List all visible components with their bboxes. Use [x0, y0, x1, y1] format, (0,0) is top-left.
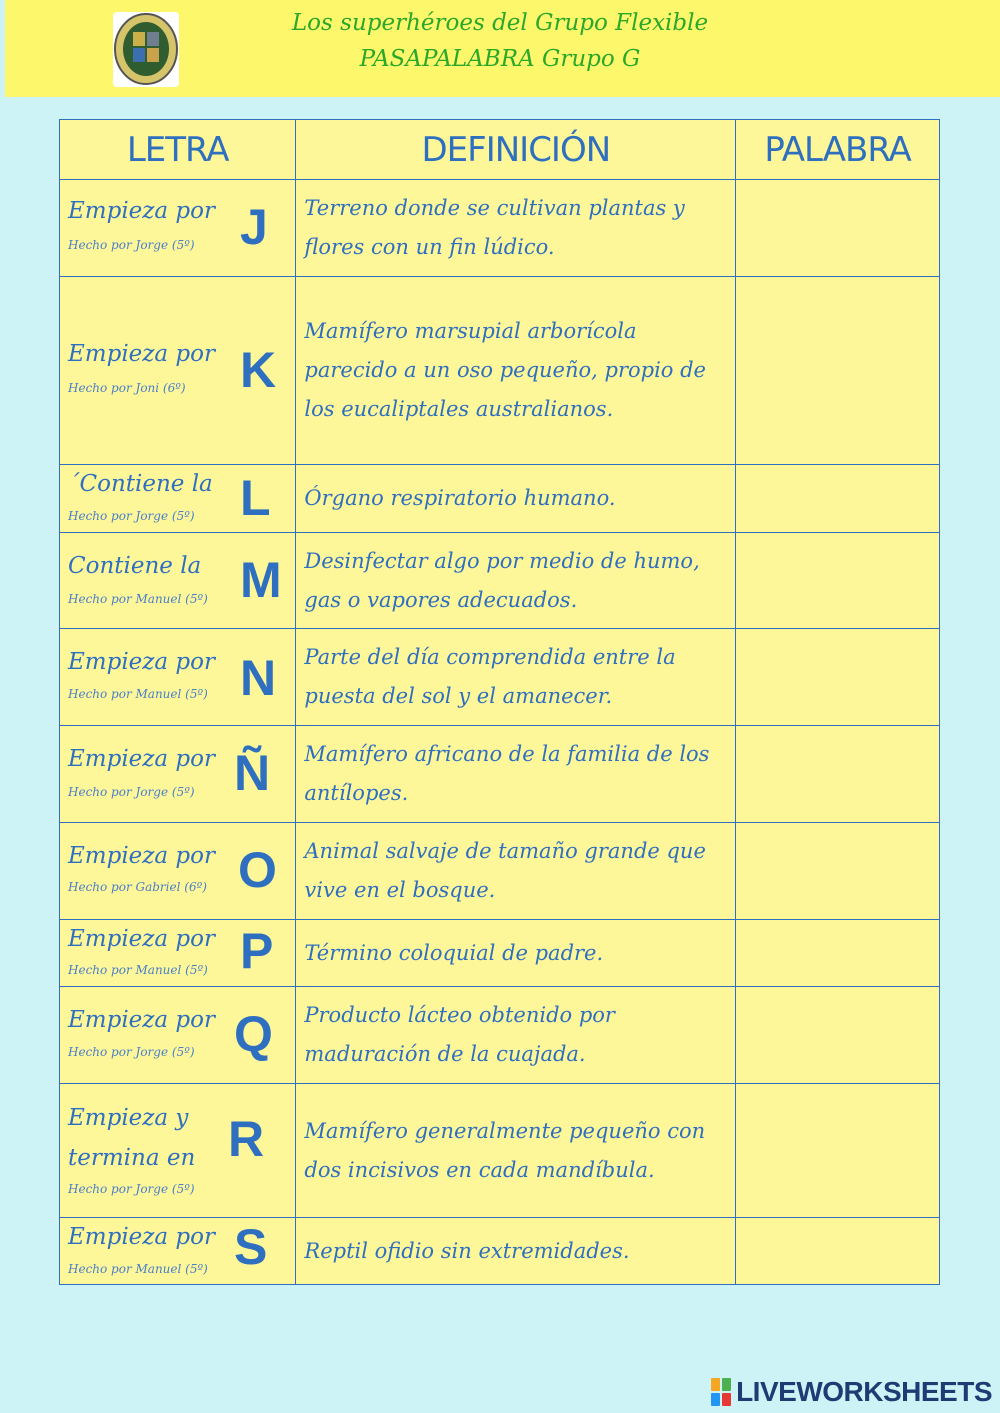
author-text: Hecho por Jorge (5º)	[68, 1182, 195, 1196]
row-letter: R	[228, 1111, 265, 1167]
answer-cell[interactable]	[736, 1084, 940, 1218]
row-letter: O	[238, 842, 277, 898]
hint-text: Empieza por	[68, 926, 215, 952]
definition-text: Reptil ofidio sin extremidades.	[304, 1238, 630, 1263]
pasapalabra-table	[59, 119, 940, 1285]
header-definicion: DEFINICIÓN	[296, 120, 736, 180]
author-text: Hecho por Manuel (5º)	[68, 963, 208, 977]
table-row	[60, 726, 940, 823]
letra-cell	[60, 277, 296, 465]
definition-text: Mamífero marsupial arborícola parecido a un oso pequeño, propio de los eucaliptales australianos.	[304, 319, 706, 421]
row-letter: L	[240, 470, 271, 526]
hint-text: Empieza por	[68, 341, 215, 367]
hint-text: Empieza por	[68, 198, 215, 224]
row-letter: N	[240, 650, 277, 706]
answer-cell[interactable]	[736, 726, 940, 823]
header-palabra: PALABRA	[736, 120, 940, 180]
hint-text: Empieza y termina en	[68, 1105, 196, 1171]
table-row	[60, 533, 940, 629]
author-text: Hecho por Manuel (5º)	[68, 687, 208, 701]
answer-cell[interactable]	[736, 465, 940, 533]
table-row	[60, 180, 940, 277]
letra-cell	[60, 1218, 296, 1285]
brand-name: LIVEWORKSHEETS	[736, 1376, 992, 1407]
author-text: Hecho por Joni (6º)	[68, 381, 186, 395]
definition-cell	[296, 629, 736, 726]
answer-cell[interactable]	[736, 533, 940, 629]
letra-cell	[60, 533, 296, 629]
definition-text: Terreno donde se cultivan plantas y flores con un fin lúdico.	[304, 196, 685, 259]
answer-cell[interactable]	[736, 987, 940, 1084]
definition-text: Mamífero africano de la familia de los antílopes.	[304, 742, 710, 805]
definition-text: Mamífero generalmente pequeño con dos incisivos en cada mandíbula.	[304, 1118, 706, 1182]
definition-text: Animal salvaje de tamaño grande que vive en el bosque.	[304, 839, 706, 902]
letra-cell	[60, 987, 296, 1084]
hint-text: Empieza por	[68, 1224, 215, 1250]
table-row	[60, 1218, 940, 1285]
row-letter: Ñ	[234, 745, 271, 801]
definition-cell	[296, 533, 736, 629]
row-letter: Q	[234, 1006, 273, 1062]
definition-text: Parte del día comprendida entre la puesta del sol y el amanecer.	[304, 645, 676, 708]
definition-cell	[296, 1218, 736, 1285]
letra-cell	[60, 1084, 296, 1218]
answer-cell[interactable]	[736, 629, 940, 726]
definition-cell	[296, 1084, 736, 1218]
author-text: Hecho por Manuel (5º)	[68, 1262, 208, 1276]
row-letter: S	[234, 1219, 268, 1275]
definition-text: Desinfectar algo por medio de humo, gas o vapores adecuados.	[304, 548, 700, 612]
author-text: Hecho por Jorge (5º)	[68, 785, 195, 799]
row-letter: J	[240, 199, 268, 255]
liveworksheets-brand	[710, 1376, 992, 1408]
answer-cell[interactable]	[736, 1218, 940, 1285]
hint-text: Empieza por	[68, 649, 215, 675]
author-text: Hecho por Jorge (5º)	[68, 238, 195, 252]
hint-text: Empieza por	[68, 1007, 215, 1033]
hint-text: ´Contiene la	[68, 471, 213, 497]
definition-cell	[296, 726, 736, 823]
letra-cell	[60, 726, 296, 823]
answer-cell[interactable]	[736, 823, 940, 920]
header-title: Los superhéroes del Grupo Flexible	[291, 10, 709, 36]
author-text: Hecho por Gabriel (6º)	[68, 880, 207, 894]
header-subtitle: PASAPALABRA Grupo G	[359, 46, 641, 72]
definition-text: Término coloquial de padre.	[304, 940, 604, 965]
definition-cell	[296, 823, 736, 920]
table-row	[60, 629, 940, 726]
author-text: Hecho por Manuel (5º)	[68, 592, 208, 606]
row-letter: P	[240, 923, 274, 979]
table-row	[60, 823, 940, 920]
hint-text: Empieza por	[68, 746, 215, 772]
letra-cell	[60, 920, 296, 987]
letra-cell	[60, 465, 296, 533]
liveworksheets-logo-icon	[710, 1377, 732, 1407]
table-row	[60, 465, 940, 533]
hint-text: Empieza por	[68, 843, 215, 869]
definition-cell	[296, 920, 736, 987]
header-letra: LETRA	[60, 120, 296, 180]
definition-text: Órgano respiratorio humano.	[304, 486, 616, 510]
table-row	[60, 987, 940, 1084]
row-letter: M	[240, 552, 282, 608]
letra-cell	[60, 823, 296, 920]
hint-text: Contiene la	[68, 553, 202, 579]
definition-cell	[296, 465, 736, 533]
letra-cell	[60, 180, 296, 277]
definition-cell	[296, 987, 736, 1084]
definition-cell	[296, 180, 736, 277]
author-text: Hecho por Jorge (5º)	[68, 509, 195, 523]
answer-cell[interactable]	[736, 920, 940, 987]
table-header-row	[60, 120, 940, 180]
author-text: Hecho por Jorge (5º)	[68, 1045, 195, 1059]
table-row	[60, 277, 940, 465]
table-row	[60, 920, 940, 987]
letra-cell	[60, 629, 296, 726]
table-row	[60, 1084, 940, 1218]
definition-text: Producto lácteo obtenido por maduración de la cuajada.	[304, 1003, 615, 1066]
row-letter: K	[240, 342, 277, 398]
answer-cell[interactable]	[736, 277, 940, 465]
answer-cell[interactable]	[736, 180, 940, 277]
definition-cell	[296, 277, 736, 465]
